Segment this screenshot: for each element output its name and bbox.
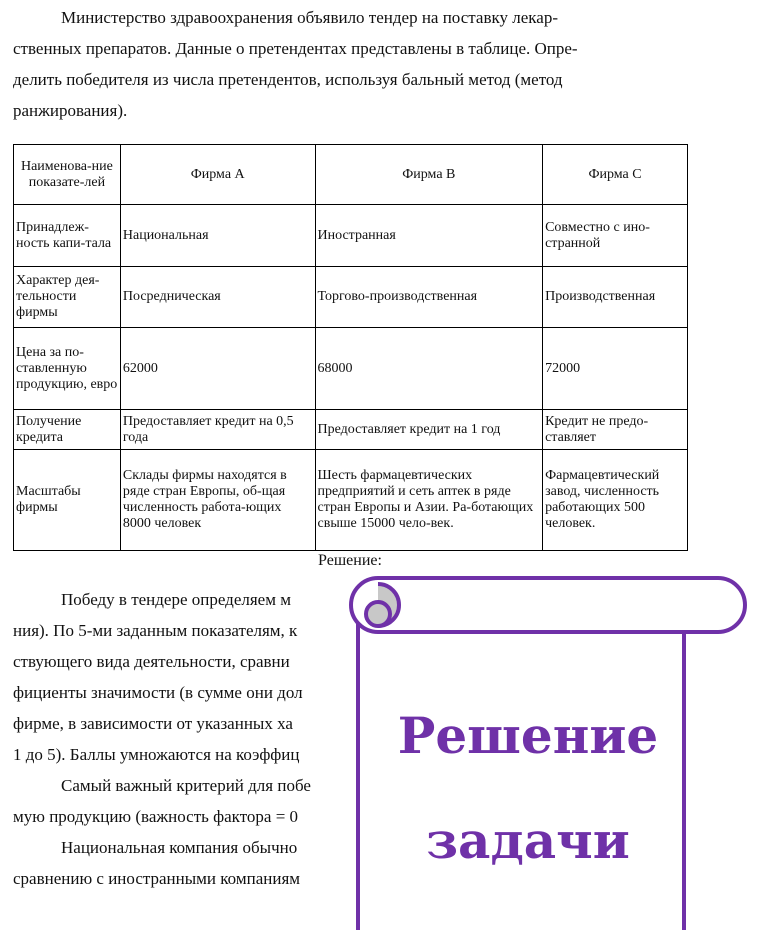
banner-title-line1: Решение	[397, 706, 659, 765]
table-cell: Производственная	[543, 267, 688, 328]
body-line: Национальная компания обычно	[61, 838, 298, 857]
task-line: Министерство здравоохранения объявило тендер на поставку лекар-	[61, 8, 558, 27]
body-line: Победу в тендере определяем м	[61, 590, 291, 609]
body-line: фирме, в зависимости от указанных ха	[13, 714, 293, 733]
tender-table	[13, 144, 688, 551]
table-cell: Национальная	[120, 205, 315, 267]
table-cell: Совместно с ино-странной	[543, 205, 688, 267]
header-cell: Фирма В	[315, 145, 543, 205]
table-cell: Принадлеж-ность капи-тала	[14, 205, 121, 267]
table-row	[14, 205, 688, 267]
table-cell: Шесть фармацевтических предприятий и сеть аптек в ряде стран Европы и Азии. Ра-ботающих свыше 15000 чело-век.	[315, 450, 543, 551]
table-cell: 72000	[543, 328, 688, 410]
body-line: сравнению с иностранными компаниям	[13, 869, 301, 888]
body-line: мую продукцию (важность фактора = 0	[13, 807, 299, 826]
task-paragraph	[13, 2, 688, 126]
table-cell: Фармацевтический завод, численность работающих 500 человек.	[543, 450, 688, 551]
table-cell: Характер дея-тельности фирмы	[14, 267, 121, 328]
table-cell: 68000	[315, 328, 543, 410]
table-cell: Склады фирмы находятся в ряде стран Европы, об-щая численность работа-ющих 8000 человек	[120, 450, 315, 551]
solution-heading: Решение:	[318, 552, 382, 569]
table-cell: Посредническая	[120, 267, 315, 328]
banner-title-line2: задачи	[426, 811, 630, 870]
body-line: Самый важный критерий для побе	[61, 776, 311, 795]
table-row	[14, 450, 688, 551]
header-cell: Наименова-ние показате-лей	[14, 145, 121, 205]
table-row	[14, 267, 688, 328]
table-cell: Масштабы фирмы	[14, 450, 121, 551]
task-line: ранжирования).	[13, 101, 128, 120]
scroll-banner	[348, 574, 760, 930]
body-line: 1 до 5). Баллы умножаются на коэффиц	[13, 745, 300, 764]
table-cell: 62000	[120, 328, 315, 410]
body-line: ствующего вида деятельности, сравни	[13, 652, 290, 671]
body-line: фициенты значимости (в сумме они дол	[13, 683, 303, 702]
task-line: делить победителя из числа претендентов, используя бальный метод (метод	[13, 70, 563, 89]
header-cell: Фирма А	[120, 145, 315, 205]
table-cell: Получение кредита	[14, 410, 121, 450]
table-row	[14, 410, 688, 450]
task-line: ственных препаратов. Данные о претендентах представлены в таблице. Опре-	[13, 39, 578, 58]
table-cell: Торгово-производственная	[315, 267, 543, 328]
table-cell: Предоставляет кредит на 0,5 года	[120, 410, 315, 450]
body-line: ния). По 5-ми заданным показателям, к	[13, 621, 298, 640]
table-header-row	[14, 145, 688, 205]
table-cell: Предоставляет кредит на 1 год	[315, 410, 543, 450]
table-row	[14, 328, 688, 410]
table-cell: Кредит не предо-ставляет	[543, 410, 688, 450]
header-cell: Фирма С	[543, 145, 688, 205]
table-cell: Цена за по-ставленную продукцию, евро	[14, 328, 121, 410]
table-cell: Иностранная	[315, 205, 543, 267]
